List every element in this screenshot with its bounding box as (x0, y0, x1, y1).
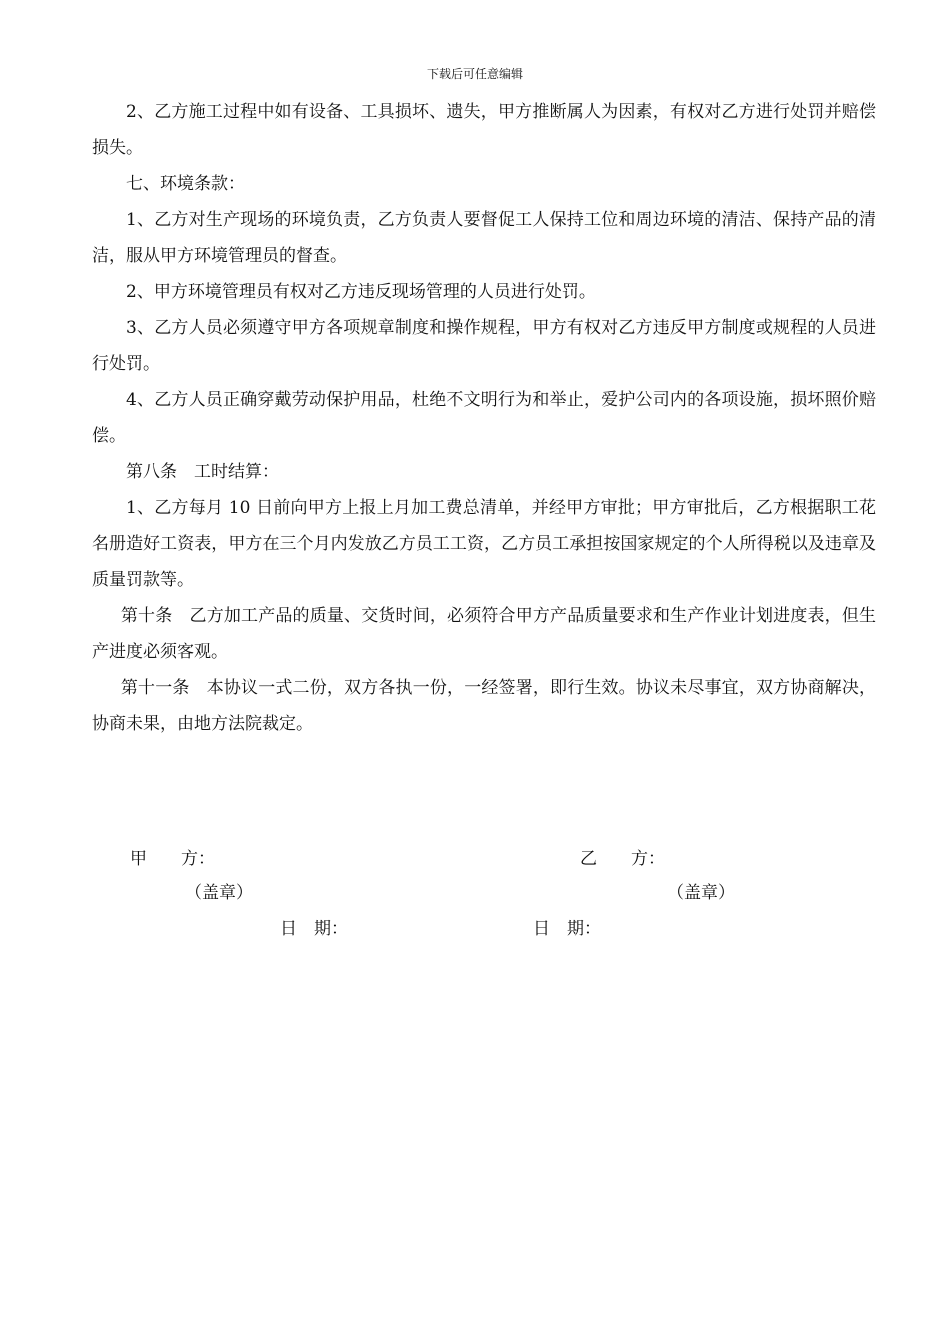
env-clause-3: 3、乙方人员必须遵守甲方各项规章制度和操作规程，甲方有权对乙方违反甲方制度或规程的人员进行处罚。 (92, 318, 876, 374)
party-b-label: 乙 方： (580, 849, 665, 869)
party-a-seal: （盖章） (185, 883, 253, 903)
party-b-date-label: 日 期： (533, 919, 601, 939)
party-a-date-label: 日 期： (280, 919, 348, 939)
settlement-clause-1: 1、乙方每月 10 日前向甲方上报上月加工费总清单，并经甲方审批；甲方审批后，乙方根据职工花名册造好工资表，甲方在三个月内发放乙方员工工资，乙方员工承担按国家规定的个人所得税以及违章及质量罚款等。 (92, 498, 876, 590)
clause-7-2: 2、乙方施工过程中如有设备、工具损坏、遗失，甲方推断属人为因素，有权对乙方进行处罚并赔偿损失。 (92, 102, 876, 158)
party-b-seal: （盖章） (667, 883, 735, 903)
party-a-label: 甲 方： (130, 849, 215, 869)
article-10: 第十条 乙方加工产品的质量、交货时间，必须符合甲方产品质量要求和生产作业计划进度表，但生产进度必须客观。 (92, 606, 876, 662)
env-clause-2: 2、甲方环境管理员有权对乙方违反现场管理的人员进行处罚。 (126, 282, 596, 302)
contract-body (92, 94, 876, 742)
article-11: 第十一条 本协议一式二份，双方各执一份，一经签署，即行生效。协议未尽事宜，双方协商解决，协商未果，由地方法院裁定。 (92, 678, 876, 734)
env-clause-4: 4、乙方人员正确穿戴劳动保护用品，杜绝不文明行为和举止，爱护公司内的各项设施，损坏照价赔偿。 (92, 390, 876, 446)
page-header: 下载后可任意编辑 (426, 67, 523, 81)
env-clause-1: 1、乙方对生产现场的环境负责，乙方负责人要督促工人保持工位和周边环境的清洁、保持产品的清洁，服从甲方环境管理员的督查。 (92, 210, 876, 266)
section-7-heading: 七、环境条款： (126, 174, 245, 194)
article-8-heading: 第八条 工时结算： (126, 462, 279, 482)
